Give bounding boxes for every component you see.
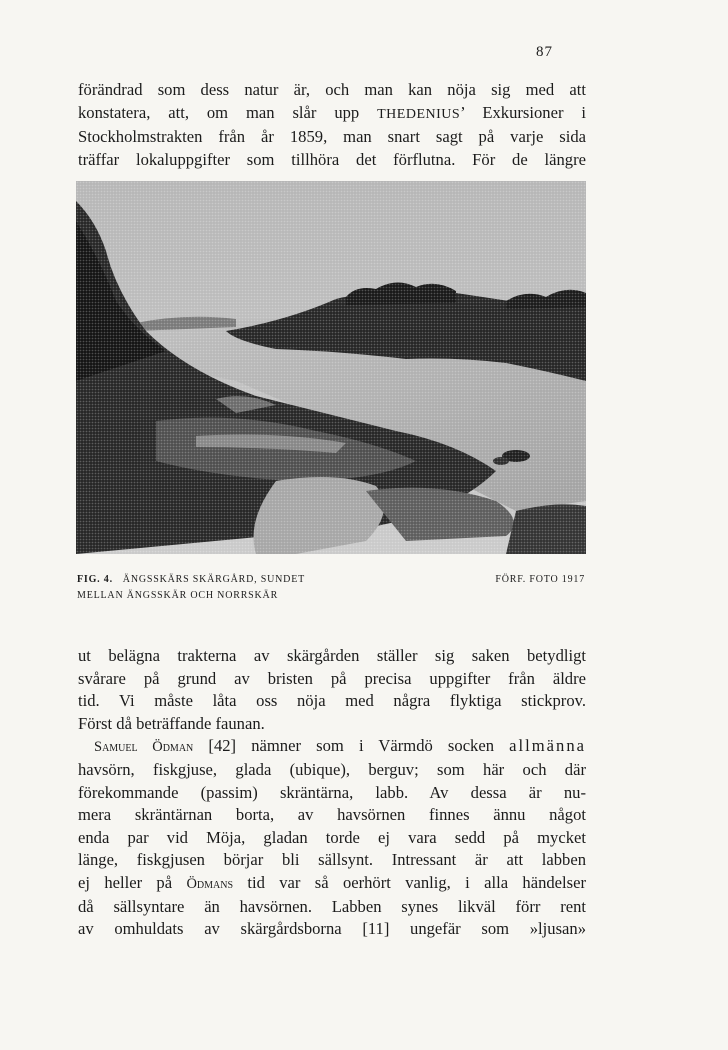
text-line: förekommande (passim) skräntärna, labb. Av dessa är nu- [78,782,586,802]
text-line: ut belägna trakterna av skärgården ställer sig saken betydligt [78,646,586,665]
author-name: THEDENIUS [377,106,461,122]
page-number: 87 [536,44,553,60]
text-line: tid. Vi måste låta oss nöja med några flyktiga stickprov. [78,691,586,711]
caption-line-2: MELLAN ÄNGSSKÄR OCH NORRSKÄR [77,590,279,601]
text-line: då sällsyntare än havsörnen. Labben synes likväl förr rent [78,896,586,916]
author-name: Samuel Ödman [94,739,194,756]
paragraph-top [78,79,586,171]
text-line: havsörn, fiskgjuse, glada (ubique), berguv; som här och där [78,759,586,779]
figure-caption [77,572,585,604]
paragraph-bottom [78,645,586,941]
text-line: Stockholmstrakten från år 1859, man snart sagt på varje sida [78,127,586,147]
photo-credit: FÖRF. FOTO 1917 [495,574,585,585]
text-line: enda par vid Möja, gladan torde ej vara sedd på mycket [78,827,586,847]
caption-line-1: FIG. 4. ÄNGSSKÄRS SKÄRGÅRD, SUNDET [77,574,306,585]
text-line: träffar lokaluppgifter som tillhöra det förflutna. För de längre [78,149,586,169]
text-line: av omhuldats av skärgårdsborna [11] ungefär som »ljusan» [78,919,586,939]
figure-label: FIG. 4. [77,574,113,585]
halftone-photograph [76,181,586,554]
text-line: konstatera, att, om man slår upp THEDENIUS’ Exkursioner i [78,102,586,122]
text-line: svårare på grund av bristen på precisa uppgifter från äldre [78,668,586,688]
text-line: länge, fiskgjusen börjar bli sällsynt. Intressant är att labben [78,850,586,870]
text-line: Först då beträffande faunan. [78,713,265,733]
author-name: Ödmans [186,875,234,892]
text-line: Samuel Ödman [42] nämner som i Värmdö socken allmänna [94,736,586,756]
text-line: förändrad som dess natur är, och man kan nöja sig med att [78,80,586,99]
emphasized-word: allmänna [509,736,586,756]
text-line: ej heller på Ödmans tid var så oerhört vanlig, i alla händelser [78,872,587,892]
text-line: mera skräntärnan borta, av havsörnen finnes ännu något [78,805,586,825]
